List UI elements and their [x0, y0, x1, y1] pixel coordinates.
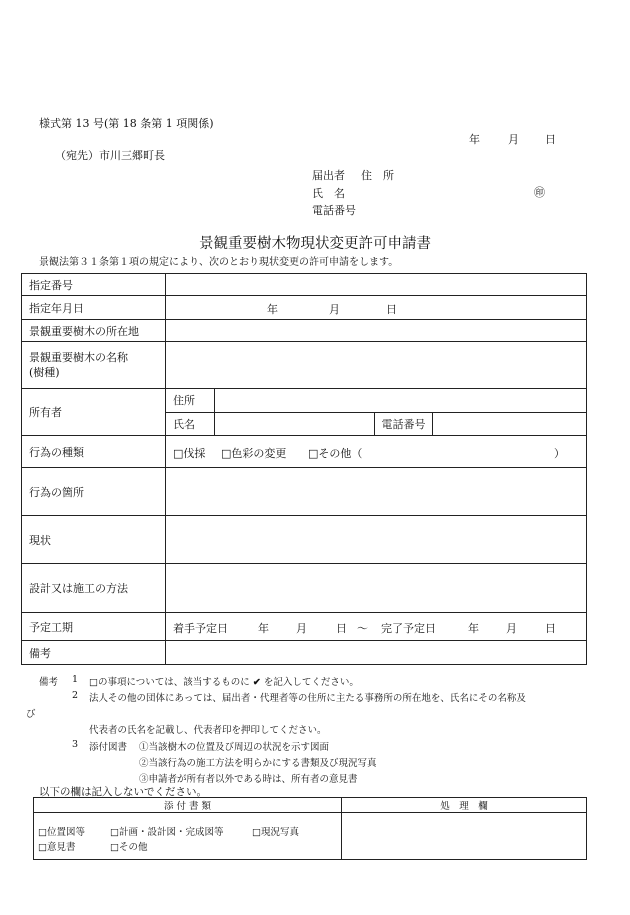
schedule-tilde: ～ [357, 622, 368, 635]
intro-text: 景観法第３１条第１項の規定により、次のとおり現状変更の許可申請をします。 [39, 257, 399, 268]
tree-name-label-line2: (樹種) [29, 366, 60, 379]
row-tree-name [22, 342, 587, 389]
end-day: 日 [545, 622, 556, 635]
applicant-name-label: 氏 名 [312, 187, 345, 200]
owner-name-label: 氏名 [166, 412, 214, 435]
note-1-number: 1 [72, 674, 79, 685]
tree-name-field[interactable] [166, 342, 587, 389]
row-designation-number [22, 274, 587, 296]
attach-photos[interactable]: □現況写真 [252, 827, 299, 838]
start-label: 着手予定日 [173, 622, 228, 635]
office-use-table [33, 797, 587, 860]
page-title: 景観重要樹木物現状変更許可申請書 [199, 236, 431, 252]
header-month: 月 [508, 133, 519, 146]
note-2-wrap: び [26, 709, 36, 720]
form-number: 様式第 13 号(第 18 条第 1 項関係) [39, 117, 214, 130]
applicant-phone-label: 電話番号 [312, 204, 356, 217]
start-year: 年 [258, 622, 269, 635]
owner-name-field[interactable] [214, 412, 374, 435]
schedule-field[interactable] [166, 613, 587, 641]
applicant-address-label: 住 所 [361, 169, 394, 182]
attachments-cell [34, 813, 342, 860]
attach-location-map[interactable]: □位置図等 [38, 827, 85, 838]
note-3-label: 添付図書 [89, 742, 128, 753]
addressee: （宛先）市川三郷町長 [55, 149, 165, 162]
attach-plan-drawings[interactable]: □計画・設計図・完成図等 [110, 827, 224, 838]
note-3-item-1: ①当該樹木の位置及び周辺の状況を示す図面 [139, 742, 330, 753]
owner-phone-label: 電話番号 [374, 412, 432, 435]
notes-label: 備考 [39, 677, 59, 688]
start-day: 日 [336, 622, 347, 635]
owner-phone-field[interactable] [432, 412, 586, 435]
end-year: 年 [468, 622, 479, 635]
office-instruction: 以下の欄は記入しないでください。 [39, 786, 207, 798]
note-1: □の事項については、該当するものに ✔ を記入してください。 [89, 677, 359, 688]
processing-header: 処 理 欄 [342, 798, 587, 813]
act-option-color-change[interactable]: □色彩の変更 [221, 447, 287, 460]
act-option-other[interactable]: □その他（ [308, 447, 363, 460]
note-2-line2: 代表者の氏名を記載し、代表者印を押印してください。 [89, 725, 327, 736]
processing-cell [342, 813, 587, 860]
method-field[interactable] [166, 564, 587, 613]
schedule-label: 予定工期 [22, 613, 166, 641]
tree-name-label-line1: 景観重要樹木の名称 [29, 351, 128, 364]
designation-number-label: 指定番号 [22, 274, 166, 296]
act-place-field[interactable] [166, 468, 587, 516]
header-day: 日 [545, 133, 556, 146]
application-table [21, 273, 587, 665]
check-mark-icon: ✔ [252, 677, 261, 688]
method-label: 設計又は施工の方法 [22, 564, 166, 613]
end-month: 月 [506, 622, 517, 635]
act-place-label: 行為の箇所 [22, 468, 166, 516]
header-year: 年 [469, 133, 480, 146]
start-month: 月 [296, 622, 307, 635]
row-owner [22, 389, 587, 436]
current-state-label: 現状 [22, 516, 166, 564]
designation-day: 日 [386, 303, 397, 316]
act-type-label: 行為の種類 [22, 436, 166, 468]
act-type-field [166, 436, 587, 468]
act-option-felling[interactable]: □伐採 [173, 447, 206, 460]
location-field[interactable] [166, 320, 587, 342]
note-3-item-3: ③申請者が所有者以外である時は、所有者の意見書 [139, 774, 358, 785]
owner-label: 所有者 [22, 389, 166, 436]
end-label: 完了予定日 [381, 622, 436, 635]
attach-opinion[interactable]: □意見書 [38, 842, 76, 853]
designation-date-field[interactable] [166, 296, 587, 320]
designation-year: 年 [267, 303, 278, 316]
seal-mark: ㊞ [534, 186, 545, 199]
designation-month: 月 [329, 303, 340, 316]
note-2-number: 2 [72, 690, 79, 701]
designation-number-field[interactable] [166, 274, 587, 296]
row-current-state [22, 516, 587, 564]
attach-other[interactable]: □その他 [110, 842, 148, 853]
row-act-place [22, 468, 587, 516]
row-act-type [22, 436, 587, 468]
remarks-field[interactable] [166, 641, 587, 665]
row-schedule [22, 613, 587, 641]
note-3-item-2: ②当該行為の施工方法を明らかにする書類及び現況写真 [139, 758, 377, 769]
tree-name-label [22, 342, 166, 389]
row-remarks [22, 641, 587, 665]
location-label: 景観重要樹木の所在地 [22, 320, 166, 342]
note-3-number: 3 [72, 739, 79, 750]
owner-address-field[interactable] [214, 389, 586, 412]
owner-address-label: 住所 [173, 394, 195, 408]
remarks-label: 備考 [22, 641, 166, 665]
row-method [22, 564, 587, 613]
row-location [22, 320, 587, 342]
owner-fields [166, 389, 587, 436]
act-option-other-close: ） [554, 447, 565, 460]
note-2-line1: 法人その他の団体にあっては、届出者・代理者等の住所に主たる事務所の所在地を、氏名にその名称及 [89, 693, 526, 704]
row-designation-date [22, 296, 587, 320]
attachments-header: 添 付 書 類 [34, 798, 342, 813]
applicant-label: 届出者 [312, 169, 345, 182]
designation-date-label: 指定年月日 [22, 296, 166, 320]
current-state-field[interactable] [166, 516, 587, 564]
